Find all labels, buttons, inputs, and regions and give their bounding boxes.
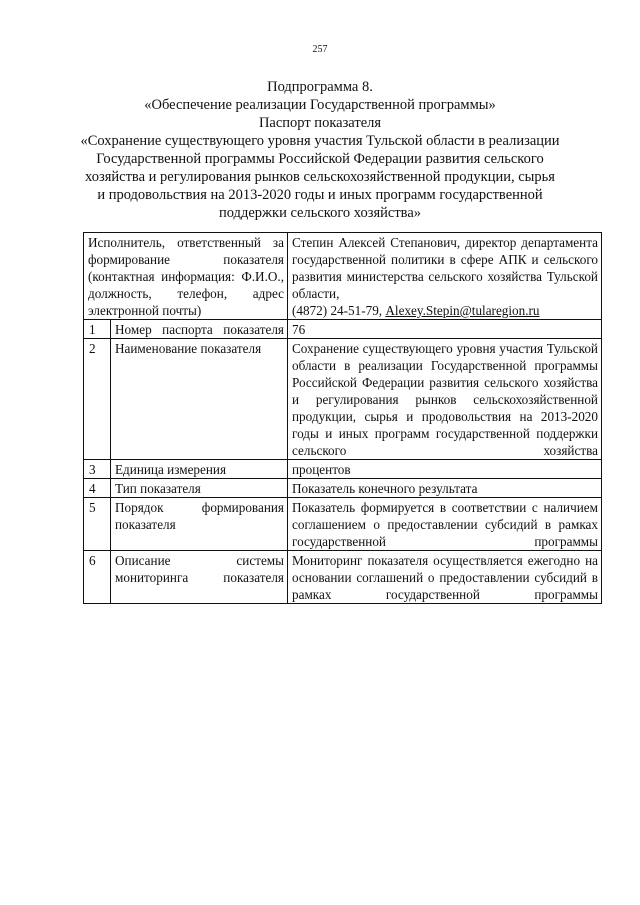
executor-phone: (4872) 24-51-79, <box>292 303 383 318</box>
executor-label: Исполнитель, ответственный за формирование показателя (контактная информация: Ф.И.О., должность, телефон, адрес электронной почты) <box>84 233 288 320</box>
row-value: Показатель конечного результата <box>288 479 602 498</box>
document-heading <box>70 78 570 222</box>
table-row <box>84 498 602 551</box>
row-label: Единица измерения <box>111 460 288 479</box>
heading-line: «Обеспечение реализации Государственной программы» <box>144 97 496 113</box>
table-row <box>84 551 602 604</box>
table-row <box>84 339 602 460</box>
heading-line: Паспорт показателя <box>258 115 382 131</box>
row-value: Сохранение существующего уровня участия Тульской области в реализации Государственной программы Российской Федерации развития сельского хозяйства и регулирования рынков сельскохозяйственной продукции, сырья и продовольствия на 2013-2020 годы и иных программ государственной поддержки сельского хозяйства <box>288 339 602 460</box>
table-row-executor <box>84 233 602 320</box>
row-label: Тип показателя <box>111 479 288 498</box>
heading-line: поддержки сельского хозяйства» <box>218 205 422 221</box>
row-number: 2 <box>84 339 111 460</box>
executor-value <box>288 233 602 320</box>
row-number: 3 <box>84 460 111 479</box>
heading-line: «Сохранение существующего уровня участия Тульской области в реализации <box>80 133 560 149</box>
heading-line: Государственной программы Российской Федерации развития сельского <box>96 151 544 167</box>
indicator-passport-table <box>83 232 602 604</box>
table-row <box>84 320 602 339</box>
table-row <box>84 460 602 479</box>
row-label: Номер паспорта показателя <box>111 320 288 339</box>
row-value: 76 <box>288 320 602 339</box>
row-value: Мониторинг показателя осуществляется ежегодно на основании соглашений о предоставлении субсидий в рамках государственной программы <box>288 551 602 604</box>
table-row <box>84 479 602 498</box>
heading-line: хозяйства и регулирования рынков сельскохозяйственной продукции, сырья <box>85 169 555 185</box>
row-number: 5 <box>84 498 111 551</box>
row-value: Показатель формируется в соответствии с наличием соглашением о предоставлении субсидий в рамках государственной программы <box>288 498 602 551</box>
row-value: процентов <box>288 460 602 479</box>
row-number: 4 <box>84 479 111 498</box>
page-number: 257 <box>312 44 328 55</box>
heading-line: и продовольствия на 2013-2020 годы и иных программ государственной <box>97 187 543 203</box>
row-label: Наименование показателя <box>111 339 288 460</box>
row-label: Порядок формирования показателя <box>111 498 288 551</box>
executor-email-link[interactable]: Alexey.Stepin@tularegion.ru <box>385 303 540 318</box>
row-number: 1 <box>84 320 111 339</box>
row-label: Описание системы мониторинга показателя <box>111 551 288 604</box>
heading-line: Подпрограмма 8. <box>267 79 373 95</box>
row-number: 6 <box>84 551 111 604</box>
executor-name: Степин Алексей Степанович, директор департамента государственной политики в сфере АПК и сельского развития министерства сельского хозяйства Тульской области, <box>292 235 598 301</box>
